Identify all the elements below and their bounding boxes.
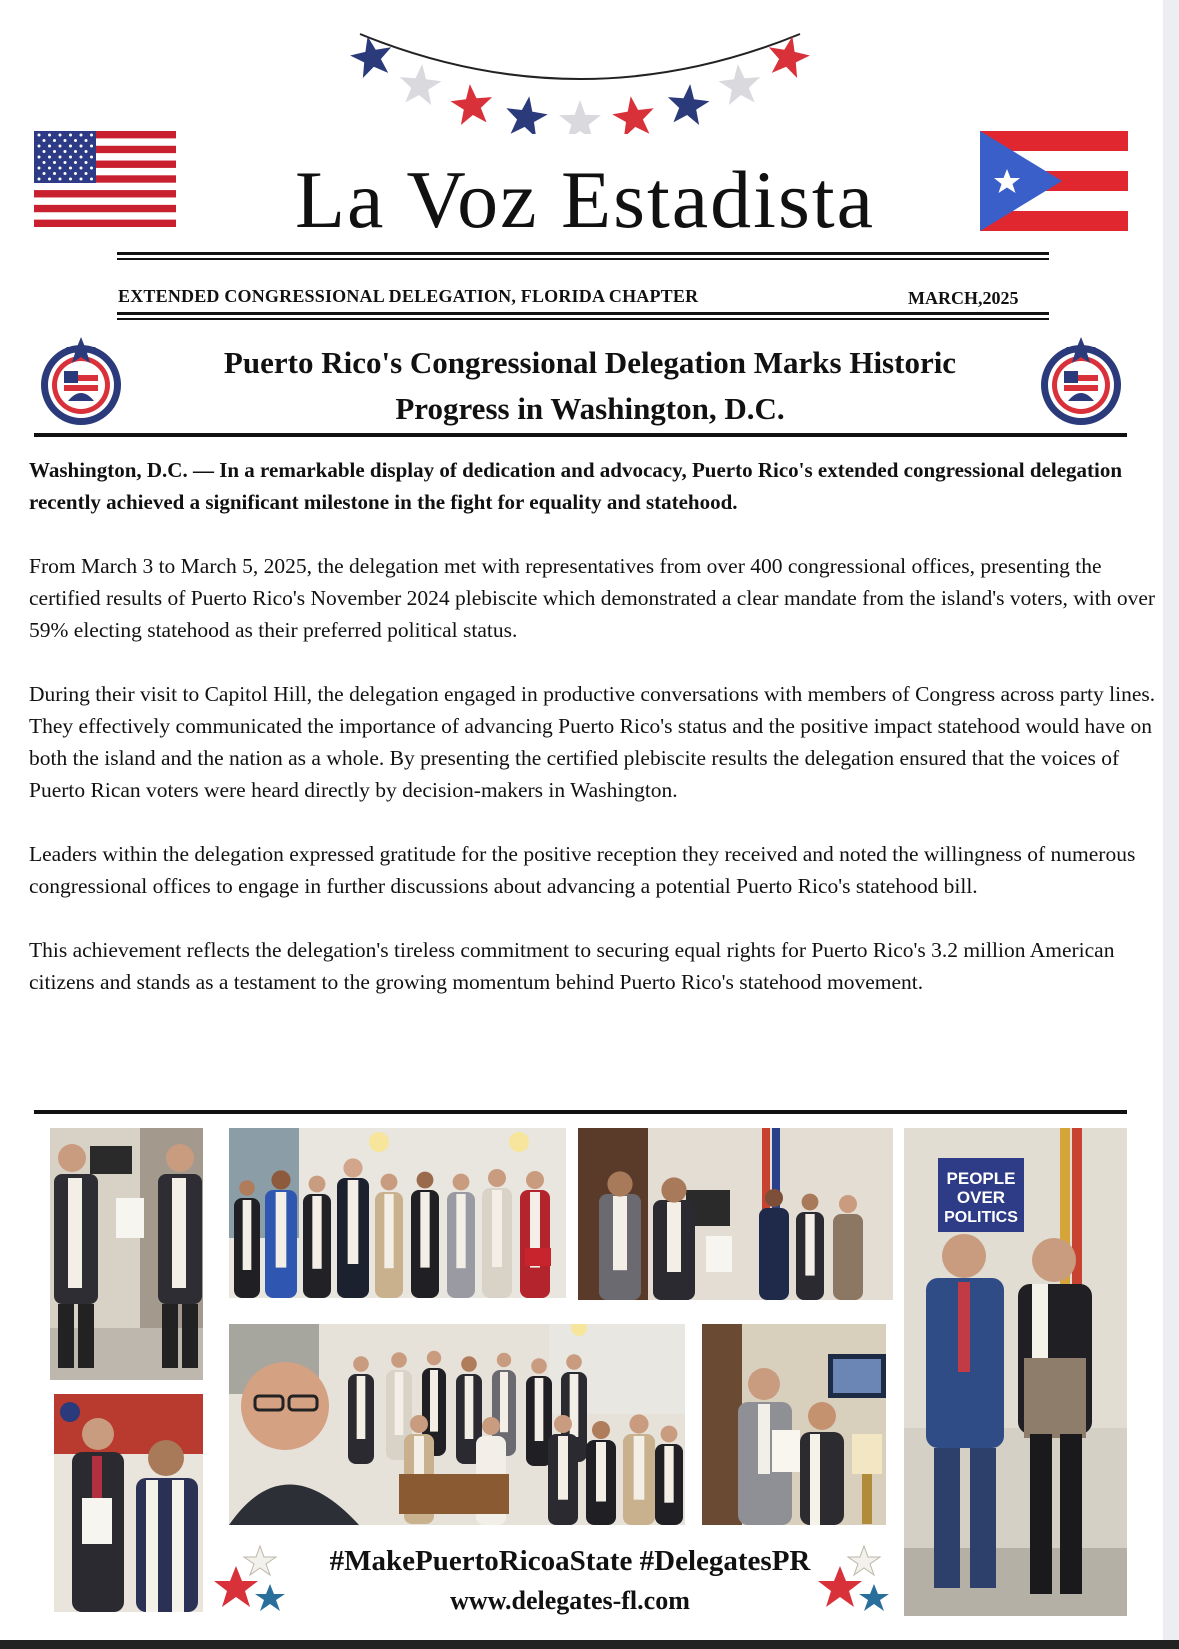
hashtags: #MakePuertoRicoaState #DelegatesPR bbox=[329, 1545, 811, 1577]
divider bbox=[117, 258, 1049, 260]
photo-people-over-politics bbox=[904, 1128, 1127, 1616]
sign-line-1: PEOPLE bbox=[946, 1169, 1016, 1188]
divider bbox=[34, 1110, 1127, 1114]
headline bbox=[130, 340, 1050, 432]
article-lead: Washington, D.C. — In a remarkable display of dedication and advocacy, Puerto Rico's extended congressional delegation recently achieved a significant milestone in the fight for equality and statehood. bbox=[29, 458, 1123, 514]
photo-office-certificate bbox=[578, 1128, 893, 1300]
divider bbox=[117, 252, 1049, 255]
photo-two-delegates-certificate bbox=[54, 1394, 203, 1612]
florida-chapter-seal-icon bbox=[1038, 335, 1124, 427]
florida-chapter-seal-icon bbox=[38, 335, 124, 427]
divider bbox=[34, 433, 1127, 437]
article-paragraph: This achievement reflects the delegation's tireless commitment to securing equal rights for Puerto Rico's 3.2 million American citizens and stands as a testament to the growing momentum behind Puerto Rico's statehood movement. bbox=[29, 938, 1115, 994]
page-edge bbox=[1163, 0, 1179, 1649]
photo-two-men-plaque bbox=[50, 1128, 203, 1380]
article-paragraph: Leaders within the delegation expressed gratitude for the positive reception they received and noted the willingness of numerous congressional offices to engage in further discussions about advancing a potential Puerto Rico's statehood bill. bbox=[29, 842, 1136, 898]
sign-line-3: POLITICS bbox=[944, 1209, 1018, 1226]
sign-line-2: OVER bbox=[956, 1188, 1006, 1207]
divider bbox=[117, 318, 1049, 320]
headline-line-1: Puerto Rico's Congressional Delegation Marks Historic bbox=[223, 345, 957, 380]
website-link[interactable]: www.delegates-fl.com bbox=[450, 1586, 690, 1615]
article-body bbox=[29, 454, 1164, 1030]
issue-date: MARCH,2025 bbox=[908, 288, 1019, 308]
divider bbox=[117, 312, 1049, 315]
photo-group-selfie bbox=[229, 1324, 685, 1525]
article-paragraph: From March 3 to March 5, 2025, the delegation met with representatives from over 400 congressional offices, presenting the certified results of Puerto Rico's November 2024 plebiscite which demonstrated a clear mandate from the island's voters, with over 59% electing statehood as their preferred political status. bbox=[29, 554, 1156, 642]
article-paragraph: During their visit to Capitol Hill, the delegation engaged in productive conversations with members of Congress across party lines. They effectively communicated the importance of advancing Puerto Rico's status and the positive impact statehood would have on both the island and the nation as a whole. By presenting the certified plebiscite results the delegation ensured that the voices of Puerto Rican voters were heard directly by decision-makers in Washington. bbox=[29, 682, 1156, 802]
page-bottom-edge bbox=[0, 1640, 1179, 1649]
star-garland-icon bbox=[340, 14, 820, 134]
newsletter-title: La Voz Estadista bbox=[294, 154, 876, 245]
headline-line-2: Progress in Washington, D.C. bbox=[395, 391, 785, 426]
chapter-line: EXTENDED CONGRESSIONAL DELEGATION, FLORIDA CHAPTER bbox=[118, 286, 699, 306]
photo-office-tv bbox=[702, 1324, 886, 1525]
photo-group-restaurant bbox=[229, 1128, 566, 1298]
